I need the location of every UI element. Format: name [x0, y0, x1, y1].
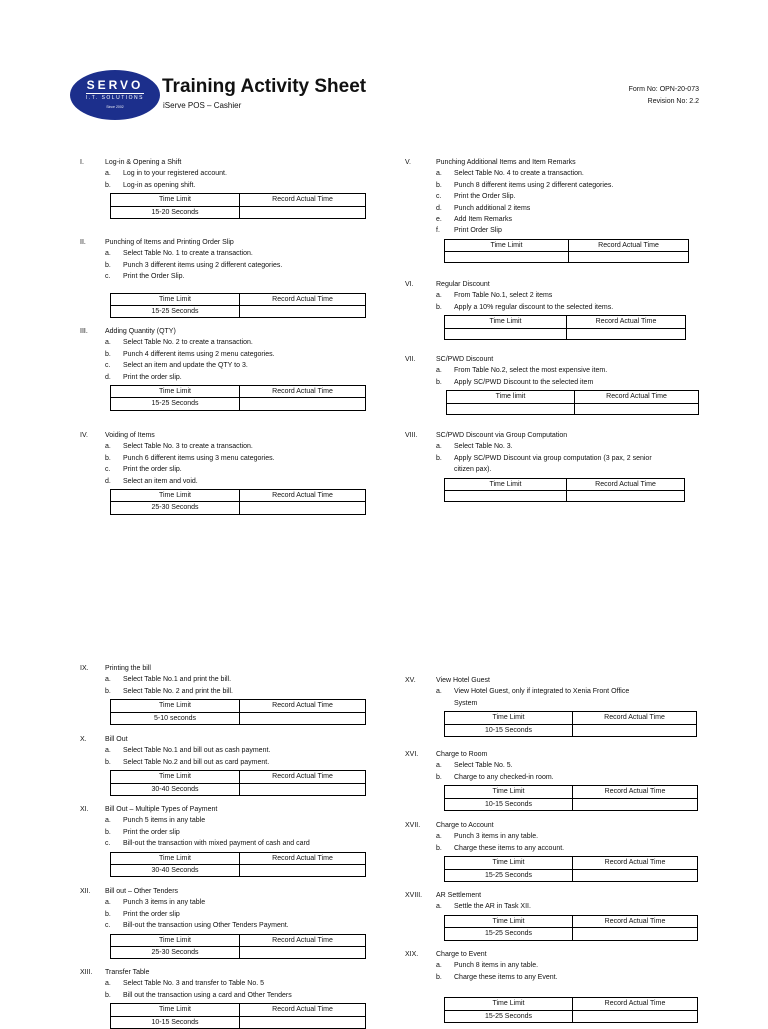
step-letter: b. — [105, 261, 111, 269]
step-item — [436, 760, 698, 771]
time-limit-header: Time Limit — [445, 478, 567, 490]
step-item — [436, 377, 699, 388]
time-limit-value: 10-15 Seconds — [111, 1016, 240, 1028]
time-limit-value — [445, 328, 567, 339]
actual-time-header: Record Actual Time — [240, 852, 366, 864]
step-text: Select an item and update the QTY to 3. — [123, 362, 248, 370]
time-limit-value: 15-25 Seconds — [111, 306, 240, 318]
activity-section — [80, 886, 366, 959]
step-item — [105, 168, 366, 179]
step-item — [105, 464, 366, 475]
step-text: Select Table No. 5. — [454, 762, 513, 770]
section-number: II. — [80, 239, 86, 246]
activity-section — [405, 749, 698, 811]
step-item — [105, 909, 366, 920]
time-limit-header: Time Limit — [111, 771, 240, 783]
step-letter: b. — [436, 773, 442, 781]
step-letter: a. — [105, 443, 111, 451]
section-number: IV. — [80, 432, 88, 439]
actual-time-input[interactable] — [240, 306, 366, 318]
step-item — [436, 686, 697, 697]
step-item — [436, 453, 685, 464]
logo-rule — [86, 93, 144, 94]
form-number: Form No: OPN-20-073 — [628, 86, 699, 93]
step-item — [105, 686, 366, 697]
section-heading: SC/PWD Discount — [436, 356, 494, 363]
actual-time-input[interactable] — [573, 928, 698, 940]
step-text: From Table No.2, select the most expensive item. — [454, 367, 608, 375]
step-text: Select Table No.1 and bill out as cash payment. — [123, 747, 271, 755]
section-number: XIX. — [405, 951, 419, 958]
section-heading: Punching of Items and Printing Order Slip — [105, 239, 234, 246]
actual-time-header: Record Actual Time — [567, 478, 685, 490]
activity-section — [80, 430, 366, 515]
step-letter: a. — [105, 817, 111, 825]
actual-time-header: Record Actual Time — [240, 490, 366, 502]
step-item — [105, 978, 366, 989]
form-info — [629, 84, 699, 108]
actual-time-input[interactable] — [569, 252, 689, 263]
step-text: Charge these items to any account. — [454, 844, 565, 852]
step-letter: a. — [105, 980, 111, 988]
step-letter: c. — [105, 273, 111, 281]
actual-time-input[interactable] — [240, 947, 366, 959]
section-heading: Log-in & Opening a Shift — [105, 159, 182, 166]
step-item — [436, 960, 698, 971]
activity-section — [405, 890, 698, 941]
section-heading: Printing the bill — [105, 665, 151, 672]
time-record-table — [110, 852, 366, 878]
step-letter: b. — [105, 758, 111, 766]
actual-time-header: Record Actual Time — [240, 386, 366, 398]
section-heading: Voiding of Items — [105, 432, 155, 439]
actual-time-input[interactable] — [573, 798, 698, 810]
step-item — [436, 464, 685, 475]
section-heading: Bill Out – Multiple Types of Payment — [105, 806, 218, 813]
actual-time-header: Record Actual Time — [573, 998, 698, 1010]
step-item — [436, 191, 689, 202]
step-item — [105, 360, 366, 371]
section-heading: Regular Discount — [436, 281, 490, 288]
time-limit-header: Time Limit — [111, 293, 240, 305]
time-record-table — [110, 1003, 366, 1029]
step-text: Select Table No. 3. — [454, 443, 513, 451]
time-limit-header: Time Limit — [111, 700, 240, 712]
step-letter: b. — [105, 454, 111, 462]
time-limit-header: Time Limit — [445, 239, 569, 251]
time-record-table — [444, 478, 685, 502]
step-letter: b. — [436, 844, 442, 852]
step-letter: f. — [436, 227, 440, 235]
step-item — [436, 180, 689, 191]
section-number: XIII. — [80, 969, 93, 976]
step-item — [105, 990, 366, 1001]
step-text: Add Item Remarks — [454, 216, 512, 224]
logo-tagline: I.T. SOLUTIONS — [86, 95, 144, 101]
step-letter: b. — [105, 687, 111, 695]
actual-time-header: Record Actual Time — [240, 771, 366, 783]
step-letter: a. — [436, 170, 442, 178]
time-record-table — [110, 489, 366, 515]
step-item — [436, 972, 698, 983]
actual-time-input[interactable] — [240, 865, 366, 877]
section-heading: Bill out – Other Tenders — [105, 888, 179, 895]
time-record-table — [444, 239, 689, 263]
step-text: Punch 3 different items using 2 different categories. — [123, 261, 283, 269]
step-item — [105, 815, 366, 826]
step-text: Select Table No. 1 to create a transaction. — [123, 250, 253, 258]
step-item — [105, 838, 366, 849]
time-limit-value: 25-30 Seconds — [111, 502, 240, 514]
step-letter: c. — [105, 840, 111, 848]
time-limit-header: Time Limit — [111, 490, 240, 502]
step-text: Punch 5 items in any table — [123, 817, 206, 825]
activity-section — [405, 354, 699, 415]
section-number: XVI. — [405, 751, 419, 758]
step-item — [105, 441, 366, 452]
step-item — [436, 698, 697, 709]
actual-time-input[interactable] — [575, 403, 699, 414]
step-item — [105, 745, 366, 756]
activity-section — [405, 157, 689, 263]
time-limit-header: Time Limit — [111, 934, 240, 946]
step-text: Punch 8 items in any table. — [454, 962, 539, 970]
step-text: Print the Order Slip. — [454, 193, 516, 201]
step-item — [436, 365, 699, 376]
activity-section — [80, 734, 366, 796]
step-item — [436, 831, 698, 842]
time-limit-header: Time Limit — [445, 712, 573, 724]
time-record-table — [110, 293, 366, 319]
step-item — [105, 674, 366, 685]
activity-section — [80, 967, 366, 1029]
actual-time-input[interactable] — [240, 502, 366, 514]
actual-time-header: Record Actual Time — [240, 934, 366, 946]
step-item — [105, 349, 366, 360]
time-limit-value: 30-40 Seconds — [111, 865, 240, 877]
step-letter: a. — [105, 250, 111, 258]
step-text: Settle the AR in Task XII. — [454, 903, 531, 911]
step-item — [105, 827, 366, 838]
step-item — [436, 441, 685, 452]
step-text: citizen pax). — [454, 466, 492, 474]
step-letter: a. — [105, 899, 111, 907]
step-text: System — [454, 699, 478, 707]
step-letter: b. — [105, 350, 111, 358]
logo-since: Since 2002 — [106, 105, 124, 109]
time-record-table — [110, 193, 366, 219]
actual-time-input[interactable] — [567, 491, 685, 502]
step-text: Select Table No. 3 and transfer to Table No. 5 — [123, 980, 264, 988]
step-item — [436, 225, 689, 236]
step-text: Print the order slip. — [123, 466, 182, 474]
time-limit-header: Time Limit — [111, 1004, 240, 1016]
section-heading: Transfer Table — [105, 969, 150, 976]
actual-time-header: Record Actual Time — [573, 857, 698, 869]
actual-time-input[interactable] — [573, 869, 698, 881]
step-text: Select Table No. 3 to create a transaction. — [123, 443, 253, 451]
step-text: Punch 8 different items using 2 different categories. — [454, 181, 614, 189]
step-letter: e. — [436, 216, 442, 224]
actual-time-header: Record Actual Time — [573, 712, 697, 724]
step-text: Bill-out the transaction using Other Tenders Payment. — [123, 922, 289, 930]
section-number: VII. — [405, 356, 416, 363]
time-limit-header: Time Limit — [111, 852, 240, 864]
actual-time-header: Record Actual Time — [240, 293, 366, 305]
step-item — [105, 260, 366, 271]
time-limit-value — [445, 491, 567, 502]
section-number: XVII. — [405, 822, 421, 829]
step-letter: a. — [436, 903, 442, 911]
time-limit-header: Time Limit — [111, 194, 240, 206]
step-item — [105, 372, 366, 383]
step-letter: c. — [436, 193, 442, 201]
time-limit-value — [445, 252, 569, 263]
step-text: Apply SC/PWD Discount to the selected item — [454, 378, 594, 386]
section-number: X. — [80, 736, 87, 743]
actual-time-input[interactable] — [240, 206, 366, 218]
section-heading: Charge to Room — [436, 751, 488, 758]
actual-time-input[interactable] — [567, 328, 686, 339]
activity-section — [80, 804, 366, 877]
step-letter: a. — [436, 443, 442, 451]
time-record-table — [444, 315, 686, 339]
time-limit-value: 15-25 Seconds — [445, 869, 573, 881]
time-limit-value: 15-25 Seconds — [111, 398, 240, 410]
time-record-table — [110, 385, 366, 411]
step-text: Punch 6 different items using 3 menu categories. — [123, 454, 275, 462]
step-item — [105, 271, 366, 282]
activity-section — [405, 430, 685, 502]
step-text: Bill out the transaction using a card and Other Tenders — [123, 991, 292, 999]
step-letter: c. — [105, 362, 111, 370]
revision-number: Revision No: 2.2 — [647, 98, 699, 105]
section-number: XII. — [80, 888, 91, 895]
step-letter: a. — [105, 747, 111, 755]
section-number: VIII. — [405, 432, 418, 439]
step-item — [105, 920, 366, 931]
time-record-table — [446, 390, 699, 414]
step-item — [436, 843, 698, 854]
step-text: Charge these items to any Event. — [454, 973, 558, 981]
actual-time-input[interactable] — [240, 398, 366, 410]
section-number: XVIII. — [405, 892, 423, 899]
section-heading: View Hotel Guest — [436, 677, 490, 684]
step-text: Select Table No.2 and bill out as card payment. — [123, 758, 270, 766]
step-item — [105, 180, 366, 191]
actual-time-input[interactable] — [240, 783, 366, 795]
step-text: Select Table No. 2 to create a transaction. — [123, 339, 253, 347]
step-text: Print the order slip — [123, 910, 180, 918]
step-letter: b. — [436, 454, 442, 462]
step-text: Select an item and void. — [123, 477, 198, 485]
time-limit-header: Time Limit — [445, 915, 573, 927]
step-letter: d. — [105, 373, 111, 381]
section-number: XI. — [80, 806, 89, 813]
time-limit-value: 15-20 Seconds — [111, 206, 240, 218]
time-limit-header: Time Limit — [445, 316, 567, 328]
section-heading: SC/PWD Discount via Group Computation — [436, 432, 568, 439]
step-letter: b. — [105, 828, 111, 836]
step-letter: a. — [436, 762, 442, 770]
step-item — [436, 901, 698, 912]
time-record-table — [444, 785, 698, 811]
step-letter: d. — [105, 477, 111, 485]
section-heading: Charge to Event — [436, 951, 487, 958]
step-text: Log in to your registered account. — [123, 170, 227, 178]
step-item — [105, 453, 366, 464]
step-text: From Table No.1, select 2 items — [454, 292, 553, 300]
actual-time-header: Record Actual Time — [240, 700, 366, 712]
time-record-table — [110, 699, 366, 725]
step-letter: a. — [105, 339, 111, 347]
step-letter: b. — [436, 378, 442, 386]
actual-time-input[interactable] — [240, 1016, 366, 1028]
section-heading: Punching Additional Items and Item Remarks — [436, 159, 576, 166]
step-text: Print Order Slip — [454, 227, 502, 235]
step-letter: a. — [436, 833, 442, 841]
time-limit-header: Time limit — [447, 391, 575, 403]
actual-time-input[interactable] — [573, 724, 697, 736]
section-number: III. — [80, 328, 88, 335]
step-text: Punch additional 2 items — [454, 204, 531, 212]
time-record-table — [444, 997, 698, 1023]
step-text: Punch 3 items in any table. — [454, 833, 539, 841]
step-text: View Hotel Guest, only if integrated to Xenia Front Office — [454, 688, 630, 696]
actual-time-input[interactable] — [240, 712, 366, 724]
section-number: I. — [80, 159, 84, 166]
step-item — [105, 757, 366, 768]
step-item — [105, 476, 366, 487]
time-record-table — [444, 711, 697, 737]
step-text: Log-in as opening shift. — [123, 181, 196, 189]
section-number: VI. — [405, 281, 414, 288]
time-limit-header: Time Limit — [445, 998, 573, 1010]
activity-section — [405, 949, 698, 1023]
step-item — [436, 772, 698, 783]
logo-wordmark: SERVO — [86, 78, 144, 92]
step-letter: a. — [436, 292, 442, 300]
step-text: Select Table No.1 and print the bill. — [123, 676, 232, 684]
page-subtitle: iServe POS – Cashier — [163, 101, 242, 110]
step-item — [436, 290, 686, 301]
step-text: Charge to any checked-in room. — [454, 773, 554, 781]
actual-time-header: Record Actual Time — [240, 194, 366, 206]
step-letter: c. — [105, 466, 111, 474]
time-limit-value — [447, 403, 575, 414]
activity-section — [80, 237, 366, 318]
step-item — [436, 214, 689, 225]
actual-time-header: Record Actual Time — [575, 391, 699, 403]
step-letter: b. — [105, 181, 111, 189]
actual-time-header: Record Actual Time — [567, 316, 686, 328]
step-letter: b. — [436, 181, 442, 189]
step-letter: a. — [436, 688, 442, 696]
time-limit-header: Time Limit — [445, 786, 573, 798]
time-limit-value: 10-15 Seconds — [445, 798, 573, 810]
step-text: Punch 3 items in any table — [123, 899, 206, 907]
step-item — [436, 302, 686, 313]
step-text: Print the Order Slip. — [123, 273, 185, 281]
time-limit-value: 25-30 Seconds — [111, 947, 240, 959]
actual-time-input[interactable] — [573, 1010, 698, 1022]
section-number: IX. — [80, 665, 89, 672]
time-record-table — [110, 770, 366, 796]
step-letter: b. — [105, 910, 111, 918]
section-heading: Adding Quantity (QTY) — [105, 328, 176, 335]
step-letter: a. — [105, 170, 111, 178]
step-letter: a. — [436, 367, 442, 375]
time-limit-value: 15-25 Seconds — [445, 928, 573, 940]
step-text: Bill-out the transaction with mixed payment of cash and card — [123, 840, 310, 848]
step-letter: b. — [436, 303, 442, 311]
time-record-table — [444, 915, 698, 941]
time-record-table — [110, 934, 366, 960]
time-limit-value: 30-40 Seconds — [111, 783, 240, 795]
time-limit-value: 10-15 Seconds — [445, 724, 573, 736]
step-letter: b. — [105, 991, 111, 999]
activity-section — [405, 820, 698, 882]
activity-section — [405, 279, 686, 340]
activity-section — [80, 326, 366, 411]
activity-section — [80, 157, 366, 219]
time-limit-value: 15-25 Seconds — [445, 1010, 573, 1022]
step-letter: a. — [105, 676, 111, 684]
time-record-table — [444, 856, 698, 882]
actual-time-header: Record Actual Time — [573, 915, 698, 927]
section-heading: Bill Out — [105, 736, 128, 743]
step-text: Print the order slip. — [123, 373, 182, 381]
time-limit-value: 5-10 seconds — [111, 712, 240, 724]
step-text: Select Table No. 2 and print the bill. — [123, 687, 233, 695]
step-item — [105, 248, 366, 259]
step-item — [436, 203, 689, 214]
section-heading: AR Settlement — [436, 892, 482, 899]
activity-section — [405, 675, 697, 737]
page-title: Training Activity Sheet — [162, 76, 367, 97]
step-letter: c. — [105, 922, 111, 930]
step-letter: a. — [436, 962, 442, 970]
actual-time-header: Record Actual Time — [569, 239, 689, 251]
step-text: Print the order slip — [123, 828, 180, 836]
section-number: V. — [405, 159, 411, 166]
step-item — [436, 168, 689, 179]
activity-section — [80, 663, 366, 725]
step-letter: b. — [436, 973, 442, 981]
section-heading: Charge to Account — [436, 822, 494, 829]
actual-time-header: Record Actual Time — [240, 1004, 366, 1016]
step-text: Select Table No. 4 to create a transaction. — [454, 170, 584, 178]
step-text: Apply a 10% regular discount to the selected items. — [454, 303, 614, 311]
section-number: XV. — [405, 677, 416, 684]
actual-time-header: Record Actual Time — [573, 786, 698, 798]
step-item — [105, 337, 366, 348]
step-text: Punch 4 different items using 2 menu categories. — [123, 350, 275, 358]
step-letter: d. — [436, 204, 442, 212]
time-limit-header: Time Limit — [111, 386, 240, 398]
company-logo — [70, 70, 160, 120]
step-text: Apply SC/PWD Discount via group computation (3 pax, 2 senior — [454, 454, 652, 462]
time-limit-header: Time Limit — [445, 857, 573, 869]
step-item — [105, 897, 366, 908]
